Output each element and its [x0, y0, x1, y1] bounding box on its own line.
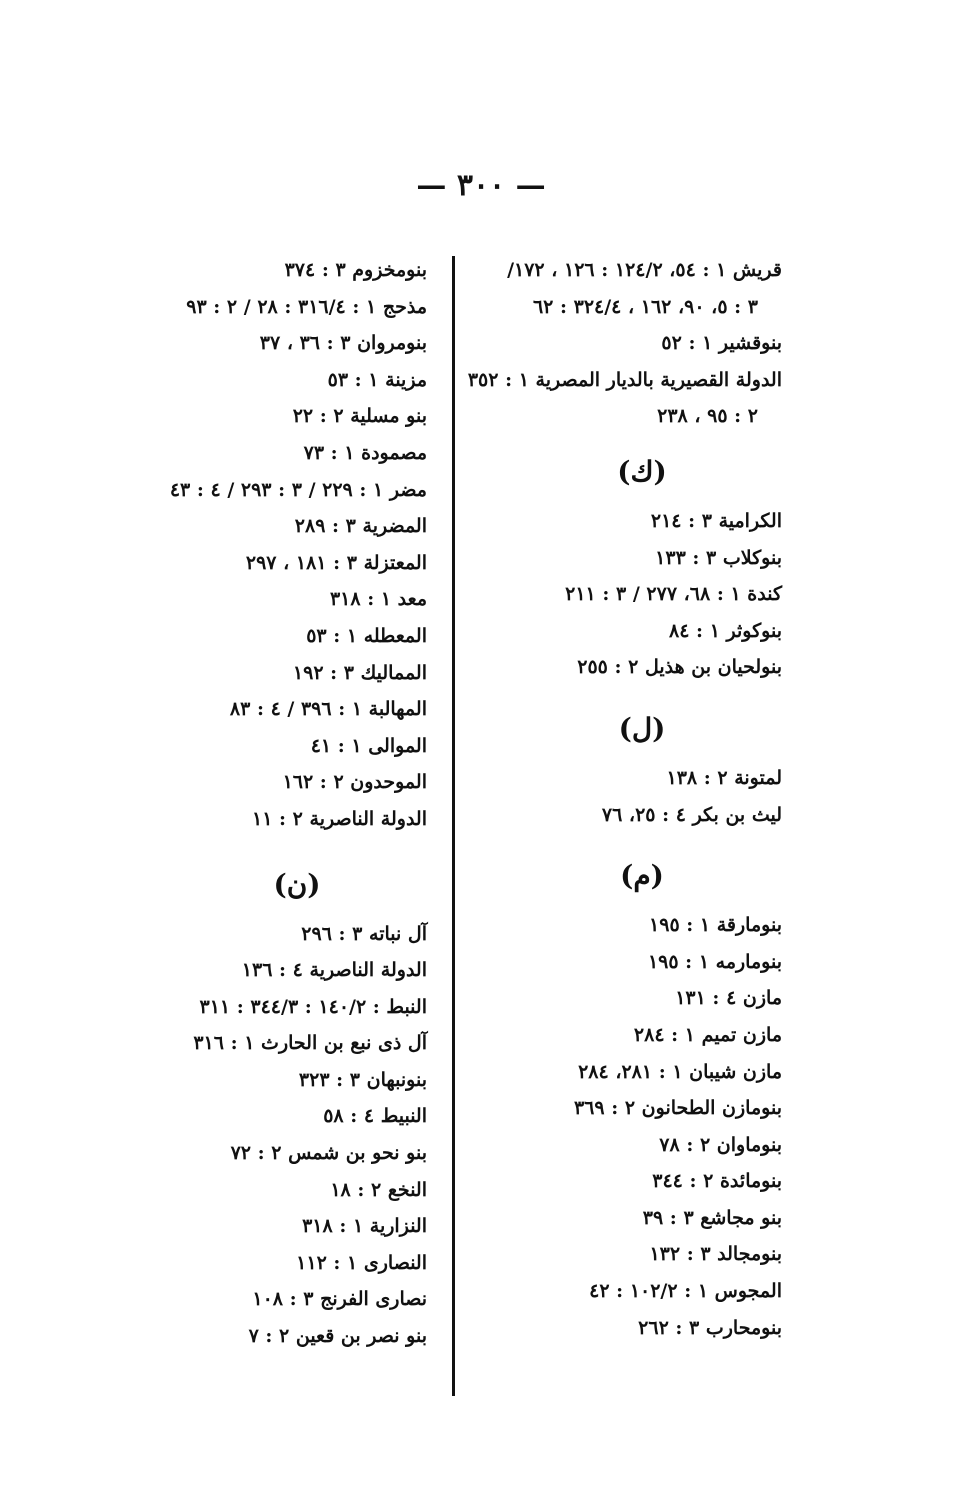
index-entry: بنومخزوم ٣ : ٣٧٤	[284, 259, 427, 281]
page-number: — ٣٠٠ —	[416, 168, 546, 203]
index-entry: مازن شيبان ١ : ٢٨١، ٢٨٤	[578, 1060, 782, 1083]
section-letter-kaf: (ك)	[617, 454, 667, 488]
index-column-right	[462, 252, 782, 1346]
index-entry: النبيط ٤ : ٥٨	[323, 1105, 427, 1128]
section-letter-nun: (ن)	[273, 867, 321, 901]
index-entry: الموحدون ٢ : ١٦٢	[282, 771, 427, 794]
index-entry: معد ١ : ٣١٨	[329, 588, 427, 611]
index-entry: مذحج ١ : ٣١٦/٤ : ٢٨ / ٢ : ٩٣	[186, 295, 427, 318]
index-entry: المعتزلة ٣ : ١٨١ ، ٢٩٧	[245, 551, 427, 574]
index-entry-continuation: ٢ : ٩٥ ، ٢٣٨	[657, 405, 758, 428]
index-entry: قريش ١ : ٥٤، ١٢٤/٢ : ١٢٦ ، ١٧٢/	[507, 259, 782, 281]
index-entry: النزارية ١ : ٣١٨	[302, 1215, 427, 1238]
index-entry: المهالبة ١ : ٣٩٦ / ٤ : ٨٣	[229, 698, 427, 721]
index-entry: كندة ١ : ٦٨، ٢٧٧ / ٣ : ٢١١	[565, 583, 782, 606]
index-entry: بنوكوثر ١ : ٨٤	[669, 619, 782, 642]
index-entry: النبط : ١٤٠/٢ : ٣٤٤/٣ : ٣١١	[199, 995, 427, 1018]
index-entry: بنومائدة ٢ : ٣٤٤	[652, 1170, 782, 1193]
index-entry: بنو نحو بن شمس ٢ : ٧٢	[230, 1142, 427, 1165]
index-entry: بنو مجاشع ٣ : ٣٩	[642, 1206, 782, 1229]
section-letter-lam: (ل)	[618, 711, 666, 745]
index-entry: الكرامية ٣ : ٢١٤	[650, 509, 782, 532]
index-entry: المضرية ٣ : ٢٨٩	[294, 515, 427, 538]
index-entry: الدولة الناصرية ٢ : ١١	[252, 807, 427, 830]
index-entry: بنو مسلية ٢ : ٢٢	[292, 405, 427, 428]
index-entry: بنومحارب ٣ : ٢٦٢	[638, 1316, 782, 1339]
index-entry: بنوقشير ١ : ٥٢	[661, 332, 782, 355]
index-entry: المجوس ١ : ١٠٢/٢ : ٤٢	[589, 1280, 782, 1303]
index-entry: مازن تميم ١ : ٢٨٤	[633, 1023, 782, 1046]
index-entry: بنولحيان بن هذيل ٢ : ٢٥٥	[577, 656, 782, 679]
index-entry: آل نباته ٣ : ٢٩٦	[301, 922, 427, 945]
index-entry: النصارى ١ : ١١٢	[296, 1251, 427, 1274]
index-entry: بنومارمه ١ : ١٩٥	[647, 950, 782, 973]
section-letter-mim: (م)	[620, 859, 664, 893]
index-entry: مصمودة ١ : ٧٣	[303, 441, 427, 464]
index-entry-continuation: ٣ : ٥، ٩٠، ١٦٢ ، ٣٢٤/٤ : ٦٢	[532, 295, 758, 318]
index-entry: بنونبهان ٣ : ٣٢٣	[298, 1068, 427, 1091]
index-entry: بنوكلاب ٣ : ١٣٣	[655, 546, 782, 569]
index-column-left	[127, 252, 427, 1355]
index-entry: بنوماوان ٢ : ٧٨	[659, 1133, 782, 1156]
index-entry: بنومروان ٣ : ٣٦ ، ٣٧	[259, 332, 427, 355]
index-entry: بنومجالد ٣ : ١٣٢	[649, 1243, 782, 1266]
index-entry: الدولة القصيرية بالديار المصرية ١ : ٣٥٢	[467, 368, 782, 391]
index-entry: بنومازن الطحانون ٢ : ٣٦٩	[573, 1097, 782, 1120]
index-entry: آل ذى نبع بن الحارث ١ : ٣١٦	[193, 1032, 427, 1055]
column-divider	[452, 256, 455, 1396]
index-entry: الموالى ١ : ٤١	[310, 734, 427, 757]
index-entry: لمتونة ٢ : ١٣٨	[666, 766, 782, 789]
index-entry: مازن ٤ : ١٣١	[675, 987, 782, 1010]
index-entry: نصارى الفرنج ٣ : ١٠٨	[252, 1288, 427, 1311]
index-entry: المعطله ١ : ٥٣	[306, 624, 427, 647]
index-entry: بنومارقة ١ : ١٩٥	[649, 914, 782, 937]
index-entry: مضر ١ : ٢٢٩ / ٣ : ٢٩٣ / ٤ : ٤٣	[169, 478, 427, 501]
index-entry: ليث بن بكر ٤ : ٢٥، ٧٦	[601, 803, 782, 826]
index-entry: مزينة ١ : ٥٣	[327, 368, 427, 391]
index-entry: النخع ٢ : ١٨	[330, 1178, 427, 1201]
index-entry: الدولة الناصرية ٤ : ١٣٦	[241, 959, 427, 982]
index-entry: المماليك ٣ : ١٩٢	[292, 661, 427, 684]
index-entry: بنو نصر بن قعين ٢ : ٧	[248, 1325, 427, 1348]
